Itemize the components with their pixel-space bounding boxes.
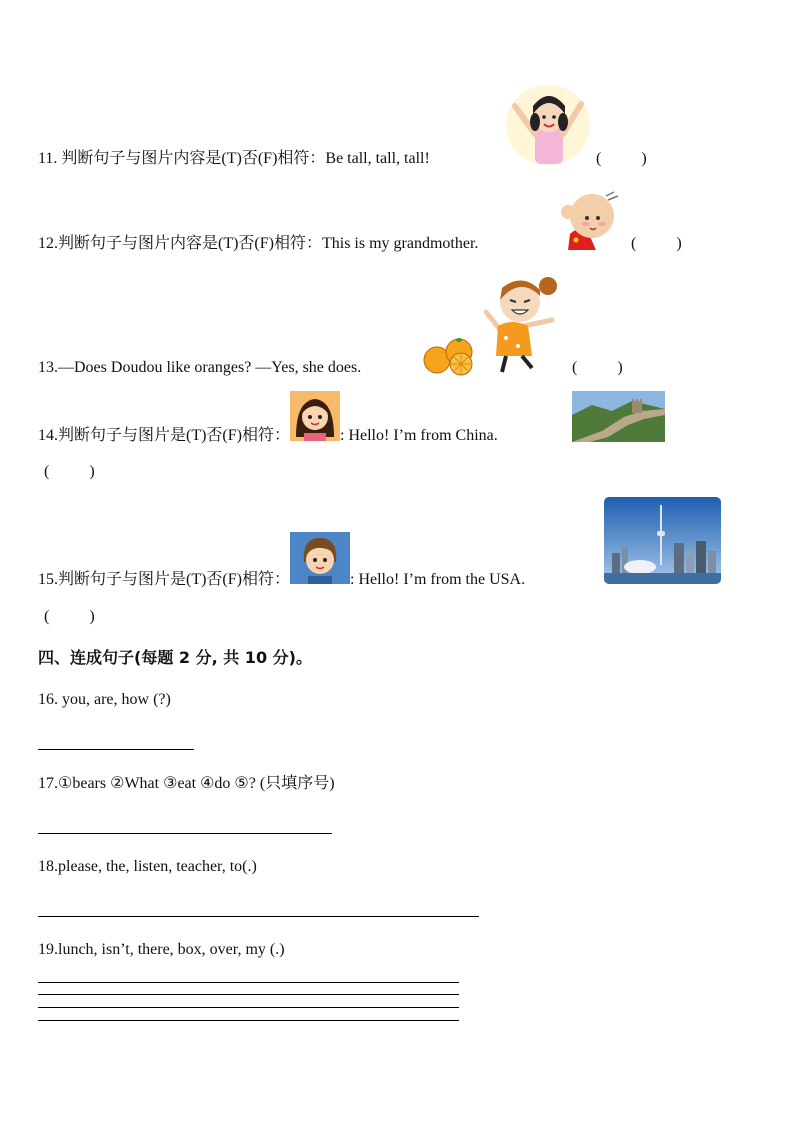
dancing-girl-doudou-image xyxy=(472,272,564,376)
oranges-image xyxy=(423,334,475,378)
baby-boy-image xyxy=(556,188,624,252)
answer-blank-11[interactable]: ( ) xyxy=(596,150,647,167)
city-skyline-tower-image xyxy=(604,497,721,584)
question-15-suffix: : Hello! I’m from the USA. xyxy=(350,571,526,588)
answer-line-19a[interactable] xyxy=(38,982,459,983)
question-13-text: 13.—Does Doudou like oranges? —Yes, she does. xyxy=(38,359,362,376)
section-4-heading: 四、连成句子(每题 2 分, 共 10 分)。 xyxy=(38,648,312,667)
answer-line-17[interactable] xyxy=(38,833,332,834)
girl-cheering-image xyxy=(505,84,591,166)
answer-line-19d[interactable] xyxy=(38,1020,459,1021)
chinese-girl-avatar-image xyxy=(290,391,340,441)
answer-blank-12[interactable]: ( ) xyxy=(631,235,682,252)
american-boy-avatar-image xyxy=(290,532,350,584)
answer-blank-14[interactable]: ( ) xyxy=(44,463,95,480)
answer-blank-15[interactable]: ( ) xyxy=(44,608,95,625)
question-14-suffix: : Hello! I’m from China. xyxy=(340,427,498,444)
question-14-line xyxy=(38,426,498,446)
answer-line-19b[interactable] xyxy=(38,994,459,995)
question-12-text: 12.判断句子与图片内容是(T)否(F)相符：This is my grandmother. xyxy=(38,235,479,252)
great-wall-image xyxy=(572,391,665,442)
question-17-text: 17.①bears ②What ③eat ④do ⑤? (只填序号) xyxy=(38,775,335,792)
answer-blank-13[interactable]: ( ) xyxy=(572,359,623,376)
answer-line-19c[interactable] xyxy=(38,1007,459,1008)
answer-line-18[interactable] xyxy=(38,916,479,917)
question-14-prefix: 14.判断句子与图片是(T)否(F)相符： xyxy=(38,427,290,444)
question-16-text: 16. you, are, how (?) xyxy=(38,691,171,708)
question-19-text: 19.lunch, isn’t, there, box, over, my (.) xyxy=(38,941,285,958)
question-11-text: 11. 判断句子与图片内容是(T)否(F)相符：Be tall, tall, tall! xyxy=(38,150,430,167)
question-18-text: 18.please, the, listen, teacher, to(.) xyxy=(38,858,257,875)
question-15-prefix: 15.判断句子与图片是(T)否(F)相符： xyxy=(38,571,290,588)
question-15-line xyxy=(38,570,525,590)
answer-line-16[interactable] xyxy=(38,749,194,750)
